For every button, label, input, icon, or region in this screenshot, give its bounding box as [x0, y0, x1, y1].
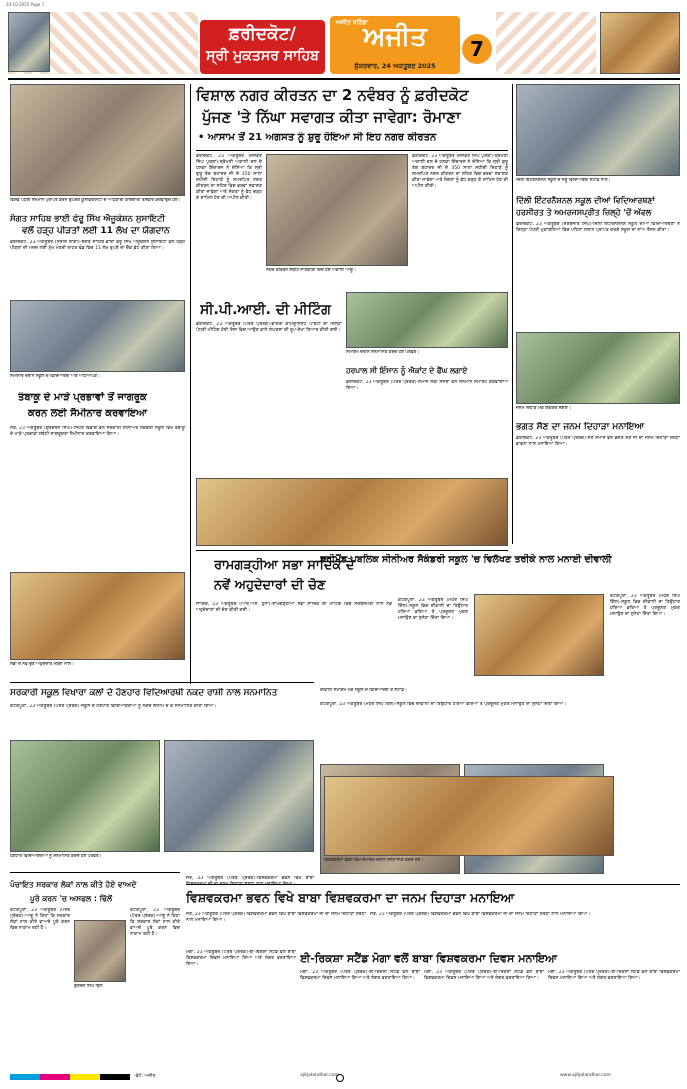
- left-col-divider: [190, 84, 191, 684]
- paper-name: ਅਜੀਤ: [363, 22, 427, 52]
- left-story1-head1: ਸੰਗਤ ਸਾਹਿਬ ਭਾਈ ਫੇਰੂ ਸਿੱਖ ਐਜੂਕੇਸ਼ਨ ਸੁਸਾਇਟੀ: [10, 214, 166, 224]
- right-story2-body: ਫ਼ਰੀਦਕੋਟ, 23 ਅਕਤੂਬਰ (ਪੱਤਰ ਪ੍ਰੇਰਕ)-ਸੈਣ ਸਮਾਜ ਵਲੋਂ ਭਗਤ ਸੈਣ ਜੀ ਦਾ ਜਨਮ ਦਿਹਾੜਾ ਸ਼ਰਧਾ ਭਾਵਨਾ ਨਾਲ ਮਨਾਇਆ ਗਿਆ।: [516, 436, 680, 447]
- right-story1-head2: ਹਰਸੀਰਤ ਤੇ ਅਮਰਜਸਪ੍ਰੀਤ ਜ਼ਿਲ੍ਹੇ 'ਚੋਂ ਅੱਵਲ: [516, 208, 652, 217]
- diwali-body-c: ਕੋਟਕਪੂਰਾ, 23 ਅਕਤੂਬਰ (ਮੋਹਰ ਸਿੰਘ ਗਿੱਲ)-ਸਕੂਲ ਵਿਚ ਦੀਵਾਲੀ ਦਾ ਤਿਉਹਾਰ ਹਰਿਆ ਭਰਿਆ ਤੇ ਪ੍ਰਦੂਸ਼ਣ ਮੁਕਤ ਮਨਾਉਣ ਦਾ ਸੁਨੇਹਾ ਦਿੱਤਾ ਗਿਆ।: [320, 702, 567, 707]
- vishwakarma1-headline: ਵਿਸ਼ਵਕਰਮਾ ਭਵਨ ਵਿਖੇ ਬਾਬਾ ਵਿਸ਼ਵਕਰਮਾ ਦਾ ਜਨਮ ਦਿਹਾੜਾ ਮਨਾਇਆ: [186, 890, 515, 905]
- issue-date: ਸ਼ੁੱਕਰਵਾਰ, 24 ਅਕਤੂਬਰ 2025: [354, 62, 436, 70]
- registration-mark: [336, 1074, 344, 1082]
- page-number-badge: [462, 34, 492, 64]
- sarkari-photo-caption: ਹੋਣਹਾਰ ਵਿਦਿਆਰਥੀਆਂ ਨੂੰ ਸਨਮਾਨਿਤ ਕਰਦੇ ਹੋਏ ਪਤਵੰਤੇ।: [10, 854, 102, 859]
- clock-tower-photo: [8, 12, 50, 72]
- diwali-body-a: ਕੋਟਕਪੂਰਾ, 23 ਅਕਤੂਬਰ (ਮੋਹਰ ਸਿੰਘ ਗਿੱਲ)-ਸਕੂਲ ਵਿਚ ਦੀਵਾਲੀ ਦਾ ਤਿਉਹਾਰ ਹਰਿਆ ਭਰਿਆ ਤੇ ਪ੍ਰਦੂਸ਼ਣ ਮੁਕਤ ਮਨਾਉਣ ਦਾ ਸੁਨੇਹਾ ਦਿੱਤਾ ਗਿਆ।: [398, 598, 468, 621]
- panchayat-head2: ਪੂਰੇ ਕਰਨ 'ਚ ਅਸਫਲ : ਢਿੱਲੋਂ: [30, 894, 113, 903]
- right-story1-head1: ਦਿੱਲੀ ਇੰਟਰਨੈਸ਼ਨਲ ਸਕੂਲ ਦੀਆਂ ਵਿਦਿਆਰਥਣਾਂ: [516, 196, 655, 205]
- vishwakarma1-body: ਜੈਤੋ, 23 ਅਕਤੂਬਰ (ਪੱਤਰ ਪ੍ਰੇਰਕ)-ਵਿਸ਼ਵਕਰਮਾ ਭਵਨ ਵਿਖੇ ਬਾਬਾ ਵਿਸ਼ਵਕਰਮਾ ਜੀ ਦਾ ਜਨਮ ਦਿਹਾੜਾ ਸ਼ਰਧਾ ਨਾਲ ਮਨਾਇਆ ਗਿਆ।: [186, 912, 366, 923]
- masthead-pattern-right: [496, 12, 596, 74]
- section-title-line1: ਫ਼ਰੀਦਕੋਟ/: [229, 24, 296, 44]
- harpal-headline: ਹਰਪਾਲ ਸੀ ਇੰਸਾਨ ਨੂੰ ਐਕਾਂਟ ਦੇ ਫੈਂਘ ਲਗਾਏ: [346, 366, 468, 375]
- lead-body-left: ਫ਼ਰੀਦਕੋਟ, 23 ਅਕਤੂਬਰ (ਜਸਵੰਤ ਸਿੰਘ ਪੁਰਬਾ)-ਸ਼੍ਰੋਮਣੀ ਅਕਾਲੀ ਦਲ ਦੇ ਹਲਕਾ ਇੰਚਾਰਜ ਨੇ ਦੱਸਿਆ ਕਿ ਸ੍ਰੀ ਗੁਰੂ ਤੇਗ ਬਹਾਦਰ ਜੀ ਦੇ 350 ਸਾਲਾ ਸ਼ਹੀਦੀ ਦਿਹਾੜੇ ਨੂੰ ਸਮਰਪਿਤ ਨਗਰ ਕੀਰਤਨ ਦਾ ਸ਼ਹਿਰ ਵਿਚ ਭਰਵਾਂ ਸਵਾਗਤ ਕੀਤਾ ਜਾਵੇਗਾ ਅਤੇ ਸੰਗਤਾਂ ਨੂੰ ਵੱਧ ਚੜ੍ਹ ਕੇ ਸ਼ਾਮਿਲ ਹੋਣ ਦੀ ਅਪੀਲ ਕੀਤੀ।: [196, 154, 262, 201]
- harpal-photo-caption: ਸਮਾਗਮ ਦੌਰਾਨ ਸਨਮਾਨਿਤ ਕਰਦੇ ਹੋਏ ਪਤਵੰਤੇ।: [346, 350, 420, 355]
- sarkari-photo-2: [164, 740, 314, 852]
- lead-photo-caption: ਨਗਰ ਕੀਰਤਨ ਸਬੰਧੀ ਜਾਣਕਾਰੀ ਦਿੰਦੇ ਹੋਏ ਅਕਾਲੀ ਆਗੂ।: [266, 268, 356, 273]
- left-story1-body: ਫ਼ਰੀਦਕੋਟ, 23 ਅਕਤੂਬਰ (ਸਤੀਸ਼ ਬਾਗ਼ੀ)-ਸੰਗਤ ਸਾਹਿਬ ਭਾਈ ਫੇਰੂ ਸਿੱਖ ਐਜੂਕੇਸ਼ਨ ਸੁਸਾਇਟੀ ਵਲੋਂ ਹੜ੍ਹ ਪੀੜਤਾਂ ਦੀ ਮਦਦ ਲਈ ਮੁੱਖ ਮੰਤਰੀ ਰਾਹਤ ਫੰਡ ਵਿਚ 11 ਲੱਖ ਰੁਪਏ ਦਾ ਚੈੱਕ ਭੇਟ ਕੀਤਾ ਗਿਆ।: [10, 240, 185, 251]
- print-slug: 24-10-2025 Page 7: [6, 2, 45, 7]
- ramgarhia-photo: [196, 478, 508, 546]
- vishwakarma2-body-a: ਮੋਗਾ, 23 ਅਕਤੂਬਰ (ਪੱਤਰ ਪ੍ਰੇਰਕ)-ਈ-ਰਿਕਸ਼ਾ ਸਟੈਂਡ ਵਲੋਂ ਬਾਬਾ ਵਿਸ਼ਵਕਰਮਾ ਦਿਵਸ ਮਨਾਇਆ ਗਿਆ ਅਤੇ ਲੰਗਰ ਵਰਤਾਇਆ ਗਿਆ।: [186, 950, 296, 967]
- left-photo-1-caption: ਵਿਸ਼ਵ ਪੱਧਰੀ ਸਨਮਾਨ ਪ੍ਰਾਪਤ ਕਰਨ ਉਪਰੰਤ ਯੂਨੀਵਰਸਿਟੀ ਦੇ ਅਧਿਕਾਰੀ ਯਾਦਗਾਰੀ ਤਸਵੀਰ ਕਰਵਾਉਂਦੇ ਹੋਏ।: [10, 198, 181, 203]
- left-photo-1: [10, 84, 185, 196]
- left-story2-body: ਜੈਤੋ, 23 ਅਕਤੂਬਰ (ਗੁਰਚਰਨ ਸਿੰਘ)-ਸਿਹਤ ਵਿਭਾਗ ਵਲੋਂ ਸਰਕਾਰੀ ਸੀਨੀਅਰ ਸੈਕੰਡਰੀ ਸਕੂਲ ਵਿਖੇ ਤੰਬਾਕੂ ਦੇ ਮਾੜੇ ਪ੍ਰਭਾਵਾਂ ਸਬੰਧੀ ਜਾਗਰੂਕਤਾ ਸੈਮੀਨਾਰ ਕਰਵਾਇਆ ਗਿਆ।: [10, 426, 185, 437]
- masthead-rule: [8, 78, 680, 80]
- panchayat-rule: [10, 872, 180, 873]
- right-photo-1: [516, 84, 680, 176]
- lead-headline-2: ਪੁੱਜਣ 'ਤੇ ਨਿੱਘਾ ਸਵਾਗਤ ਕੀਤਾ ਜਾਵੇਗਾ: ਰੋਮਾਣਾ: [202, 108, 461, 126]
- diwali-headline: ਡਰੀਮੈਂਡ ਪਬਲਿਕ ਸੀਨੀਅਰ ਸੈਕੰਡਰੀ ਸਕੂਲ 'ਚ ਵਿਲੱਖਣ ਤਰੀਕੇ ਨਾਲ ਮਨਾਈ ਦੀਵਾਲੀ: [320, 554, 612, 565]
- vishwakarma1-body-b: ਜੈਤੋ, 23 ਅਕਤੂਬਰ (ਪੱਤਰ ਪ੍ਰੇਰਕ)-ਵਿਸ਼ਵਕਰਮਾ ਭਵਨ ਵਿਖੇ ਬਾਬਾ ਵਿਸ਼ਵਕਰਮਾ ਜੀ ਦਾ ਜਨਮ ਦਿਹਾੜਾ ਸ਼ਰਧਾ ਨਾਲ ਮਨਾਇਆ ਗਿਆ।: [370, 912, 591, 917]
- left-photo-2-caption: ਸੈਮੀਨਾਰ ਦੌਰਾਨ ਸਕੂਲ ਦੇ ਵਿਦਿਆਰਥੀ ਅਤੇ ਅਧਿਆਪਕ।: [10, 374, 100, 379]
- panchayat-portrait-caption: ਗੁਰਤੇਜ ਸਿੰਘ ਢਿੱਲੋਂ: [74, 984, 103, 989]
- panchayat-body-b: ਕੋਟਕਪੂਰਾ, 23 ਅਕਤੂਬਰ (ਪੱਤਰ ਪ੍ਰੇਰਕ)-ਆਗੂ ਨੇ ਕਿਹਾ ਕਿ ਸਰਕਾਰ ਲੋਕਾਂ ਨਾਲ ਕੀਤੇ ਵਾਅਦੇ ਪੂਰੇ ਕਰਨ ਵਿਚ ਨਾਕਾਮ ਰਹੀ ਹੈ।: [130, 908, 180, 937]
- lead-rule: [196, 150, 508, 151]
- center-divider: [512, 84, 513, 544]
- ramgarhia-head2: ਨਵੇਂ ਅਹੁਦੇਦਾਰਾਂ ਦੀ ਚੋਣ: [214, 578, 326, 593]
- gurdwara-photo: [600, 12, 680, 74]
- sarkari-body: ਕੋਟਕਪੂਰਾ, 23 ਅਕਤੂਬਰ (ਪੱਤਰ ਪ੍ਰੇਰਕ)-ਸਕੂਲ ਦੇ ਹੋਣਹਾਰ ਵਿਦਿਆਰਥੀਆਂ ਨੂੰ ਨਕਦ ਇਨਾਮ ਦੇ ਕੇ ਸਨਮਾਨਿਤ ਕੀਤਾ ਗਿਆ।: [10, 704, 217, 709]
- diwali-photo-caption: ਦੀਵਾਲੀ ਸਮਾਗਮ ਮੌਕੇ ਸਕੂਲ ਦੇ ਵਿਦਿਆਰਥੀ ਤੇ ਸਟਾਫ਼।: [320, 688, 407, 693]
- vishwakarma2-body-b: ਮੋਗਾ, 23 ਅਕਤੂਬਰ (ਪੱਤਰ ਪ੍ਰੇਰਕ)-ਈ-ਰਿਕਸ਼ਾ ਸਟੈਂਡ ਵਲੋਂ ਬਾਬਾ ਵਿਸ਼ਵਕਰਮਾ ਦਿਵਸ ਮਨਾਇਆ ਗਿਆ ਅਤੇ ਲੰਗਰ ਵਰਤਾਇਆ ਗਿਆ।: [300, 970, 420, 981]
- sarkari-headline: ਸਰਕਾਰੀ ਸਕੂਲ ਵਿਖਾਰਾ ਕਲਾਂ ਦੇ ਹੋਣਹਾਰ ਵਿਦਿਆਰਥੀ ਨਕਦ ਰਾਸ਼ੀ ਨਾਲ ਸਨਮਾਨਿਤ: [10, 688, 278, 698]
- vishwakarma2-headline: ਈ-ਰਿਕਸ਼ਾ ਸਟੈਂਡ ਮੋਗਾ ਵਲੋਂ ਬਾਬਾ ਵਿਸ਼ਵਕਰਮਾ ਦਿਵਸ ਮਨਾਇਆ: [300, 952, 557, 965]
- left-story2-head1: ਤੰਬਾਕੂ ਦੇ ਮਾੜੇ ਪ੍ਰਭਾਵਾਂ ਤੋਂ ਜਾਗਰੂਕ: [18, 392, 147, 403]
- right-photo-2: [516, 332, 680, 404]
- right-story2-head: ਭਗਤ ਸੈਣ ਦਾ ਜਨਮ ਦਿਹਾੜਾ ਮਨਾਇਆ: [516, 422, 645, 432]
- vishwakarma1-photo: [324, 776, 614, 856]
- footer-credit: -ਫੋਟੋ: ਅਜੀਤ: [134, 1074, 156, 1079]
- ramgarhia-body: ਸਾਦਿਕ, 23 ਅਕਤੂਬਰ (ਆਰ.ਐਸ. ਧੁੰਨਾ)-ਰਾਮਗੜ੍ਹੀਆ ਸਭਾ ਸਾਦਿਕ ਦੀ ਮੀਟਿੰਗ ਵਿਚ ਸਰਬਸੰਮਤੀ ਨਾਲ ਨਵੇਂ ਅਹੁਦੇਦਾਰਾਂ ਦੀ ਚੋਣ ਕੀਤੀ ਗਈ।: [196, 602, 392, 613]
- panchayat-portrait: [74, 920, 126, 982]
- panchayat-head1: ਪੰਚਾਇਤ ਸਰਕਾਰ ਲੋਕਾਂ ਨਾਲ ਕੀਤੇ ਹੋਏ ਵਾਅਦੇ: [10, 880, 137, 889]
- footer-right-text: www.ajitjalandhar.com: [560, 1073, 611, 1078]
- footer-color-bar: [10, 1074, 130, 1080]
- sarkari-photo-1: [10, 740, 160, 852]
- right-photo-1-caption: ਦਿੱਲੀ ਇੰਟਰਨੈਸ਼ਨਲ ਸਕੂਲ ਦੇ ਜੇਤੂ ਵਿਦਿਆਰਥੀ ਸਟਾਫ਼ ਨਾਲ।: [516, 178, 611, 183]
- panchayat-body: ਕੋਟਕਪੂਰਾ, 23 ਅਕਤੂਬਰ (ਪੱਤਰ ਪ੍ਰੇਰਕ)-ਆਗੂ ਨੇ ਕਿਹਾ ਕਿ ਸਰਕਾਰ ਲੋਕਾਂ ਨਾਲ ਕੀਤੇ ਵਾਅਦੇ ਪੂਰੇ ਕਰਨ ਵਿਚ ਨਾਕਾਮ ਰਹੀ ਹੈ।: [10, 908, 70, 931]
- paper-name-box: [330, 16, 460, 74]
- left-photo-3: [10, 572, 185, 660]
- footer-center-text: ajitjalandhar.com: [300, 1073, 339, 1078]
- ramgarhia-rule: [196, 550, 508, 551]
- vishwakarma1-body-top: ਜੈਤੋ, 23 ਅਕਤੂਬਰ (ਪੱਤਰ ਪ੍ਰੇਰਕ)-ਵਿਸ਼ਵਕਰਮਾ ਭਵਨ ਵਿਖੇ ਬਾਬਾ: [186, 876, 314, 881]
- left-photo-3-caption: ਸਭਾ ਦੇ ਨਵੇਂ ਚੁਣੇ ਅਹੁਦੇਦਾਰ ਮੈਂਬਰਾਂ ਨਾਲ।: [10, 662, 74, 667]
- cpi-headline: ਸੀ.ਪੀ.ਆਈ. ਦੀ ਮੀਟਿੰਗ: [200, 302, 331, 318]
- ramgarhia-head1: ਰਾਮਗੜ੍ਹੀਆ ਸਭਾ ਸਾਦਿਕ ਦੇ: [214, 558, 355, 573]
- vishwakarma1-photo-caption: ਵਿਸ਼ਵਕਰਮਾ ਭਵਨ ਵਿਖੇ ਸਮਾਗਮ ਦੌਰਾਨ ਸਨਮਾਨਿਤ ਕਰਦੇ ਹੋਏ।: [324, 858, 424, 863]
- lead-body-right: ਫ਼ਰੀਦਕੋਟ, 23 ਅਕਤੂਬਰ (ਜਸਵੰਤ ਸਿੰਘ ਪੁਰਬਾ)-ਸ਼੍ਰੋਮਣੀ ਅਕਾਲੀ ਦਲ ਦੇ ਹਲਕਾ ਇੰਚਾਰਜ ਨੇ ਦੱਸਿਆ ਕਿ ਸ੍ਰੀ ਗੁਰੂ ਤੇਗ ਬਹਾਦਰ ਜੀ ਦੇ 350 ਸਾਲਾ ਸ਼ਹੀਦੀ ਦਿਹਾੜੇ ਨੂੰ ਸਮਰਪਿਤ ਨਗਰ ਕੀਰਤਨ ਦਾ ਸ਼ਹਿਰ ਵਿਚ ਭਰਵਾਂ ਸਵਾਗਤ ਕੀਤਾ ਜਾਵੇਗਾ ਅਤੇ ਸੰਗਤਾਂ ਨੂੰ ਵੱਧ ਚੜ੍ਹ ਕੇ ਸ਼ਾਮਿਲ ਹੋਣ ਦੀ ਅਪੀਲ ਕੀਤੀ।: [412, 154, 508, 189]
- page-number: 7: [470, 37, 484, 61]
- right-photo-2-caption: ਜਨਮ ਦਿਹਾੜੇ ਮੌਕੇ ਇਕੱਤਰ ਸੰਗਤਾਂ।: [516, 406, 572, 411]
- vishwakarma1-rule: [186, 884, 680, 885]
- harpal-photo: [346, 292, 508, 348]
- left-photo-2: [10, 300, 185, 372]
- lead-subhead: • ਆਸਾਮ ਤੋਂ 21 ਅਗਸਤ ਨੂੰ ਸ਼ੁਰੂ ਹੋਇਆ ਸੀ ਇਹ ਨਗਰ ਕੀਰਤਨ: [198, 132, 437, 143]
- paper-name-small: ਅਜੀਤ ਬਠਿੰਡਾ: [336, 19, 369, 26]
- vishwakarma2-body-d: ਮੋਗਾ, 23 ਅਕਤੂਬਰ (ਪੱਤਰ ਪ੍ਰੇਰਕ)-ਈ-ਰਿਕਸ਼ਾ ਸਟੈਂਡ ਵਲੋਂ ਬਾਬਾ ਵਿਸ਼ਵਕਰਮਾ ਦਿਵਸ ਮਨਾਇਆ ਗਿਆ ਅਤੇ ਲੰਗਰ ਵਰਤਾਇਆ ਗਿਆ।: [548, 970, 680, 981]
- diwali-body-b: ਕੋਟਕਪੂਰਾ, 23 ਅਕਤੂਬਰ (ਮੋਹਰ ਸਿੰਘ ਗਿੱਲ)-ਸਕੂਲ ਵਿਚ ਦੀਵਾਲੀ ਦਾ ਤਿਉਹਾਰ ਹਰਿਆ ਭਰਿਆ ਤੇ ਪ੍ਰਦੂਸ਼ਣ ਮੁਕਤ ਮਨਾਉਣ ਦਾ ਸੁਨੇਹਾ ਦਿੱਤਾ ਗਿਆ।: [610, 594, 680, 617]
- sarkari-rule: [10, 682, 314, 683]
- lead-headline-1: ਵਿਸ਼ਾਲ ਨਗਰ ਕੀਰਤਨ ਦਾ 2 ਨਵੰਬਰ ਨੂੰ ਫ਼ਰੀਦਕੋਟ: [196, 86, 469, 104]
- vishwakarma2-body-c: ਮੋਗਾ, 23 ਅਕਤੂਬਰ (ਪੱਤਰ ਪ੍ਰੇਰਕ)-ਈ-ਰਿਕਸ਼ਾ ਸਟੈਂਡ ਵਲੋਂ ਬਾਬਾ ਵਿਸ਼ਵਕਰਮਾ ਦਿਵਸ ਮਨਾਇਆ ਗਿਆ ਅਤੇ ਲੰਗਰ ਵਰਤਾਇਆ ਗਿਆ।: [424, 970, 544, 981]
- right-story1-body: ਫ਼ਰੀਦਕੋਟ, 23 ਅਕਤੂਬਰ (ਸਰਬਜੀਤ ਸਿੰਘ)-ਦਿੱਲੀ ਇੰਟਰਨੈਸ਼ਨਲ ਸਕੂਲ ਦੀਆਂ ਵਿਦਿਆਰਥਣਾਂ ਨੇ ਜ਼ਿਲ੍ਹਾ ਪੱਧਰੀ ਮੁਕਾਬਲਿਆਂ ਵਿਚ ਪਹਿਲਾ ਸਥਾਨ ਪ੍ਰਾਪਤ ਕਰਕੇ ਸਕੂਲ ਦਾ ਨਾਂਅ ਰੌਸ਼ਨ ਕੀਤਾ।: [516, 222, 680, 233]
- left-story1-head2: ਵਲੋਂ ਹੜ੍ਹ ਪੀੜਤਾਂ ਲਈ 11 ਲੱਖ ਦਾ ਯੋਗਦਾਨ: [22, 226, 170, 236]
- section-title-line2: ਸ੍ਰੀ ਮੁਕਤਸਰ ਸਾਹਿਬ: [206, 48, 319, 64]
- cpi-body: ਫ਼ਰੀਦਕੋਟ, 23 ਅਕਤੂਬਰ (ਪੱਤਰ ਪ੍ਰੇਰਕ)-ਭਾਰਤੀ ਕਮਿਊਨਿਸਟ ਪਾਰਟੀ ਦੀ ਜ਼ਿਲ੍ਹਾ ਪੱਧਰੀ ਮੀਟਿੰਗ ਹੋਈ ਜਿਸ ਵਿਚ ਆਉਣ ਵਾਲੇ ਸੰਘਰਸ਼ਾਂ ਦੀ ਰੂਪ-ਰੇਖਾ ਤਿਆਰ ਕੀਤੀ ਗਈ।: [196, 322, 342, 333]
- diwali-photo-1: [474, 594, 604, 676]
- left-story2-head2: ਕਰਨ ਲਈ ਸੈਮੀਨਾਰ ਕਰਵਾਇਆ: [28, 408, 148, 419]
- harpal-body: ਫ਼ਰੀਦਕੋਟ, 23 ਅਕਤੂਬਰ (ਪੱਤਰ ਪ੍ਰੇਰਕ)-ਸਮਾਜ ਸੇਵੀ ਸੰਸਥਾ ਵਲੋਂ ਸਨਮਾਨ ਸਮਾਰੋਹ ਕਰਵਾਇਆ ਗਿਆ।: [346, 380, 508, 391]
- section-banner: [200, 20, 325, 74]
- lead-photo: [266, 154, 408, 266]
